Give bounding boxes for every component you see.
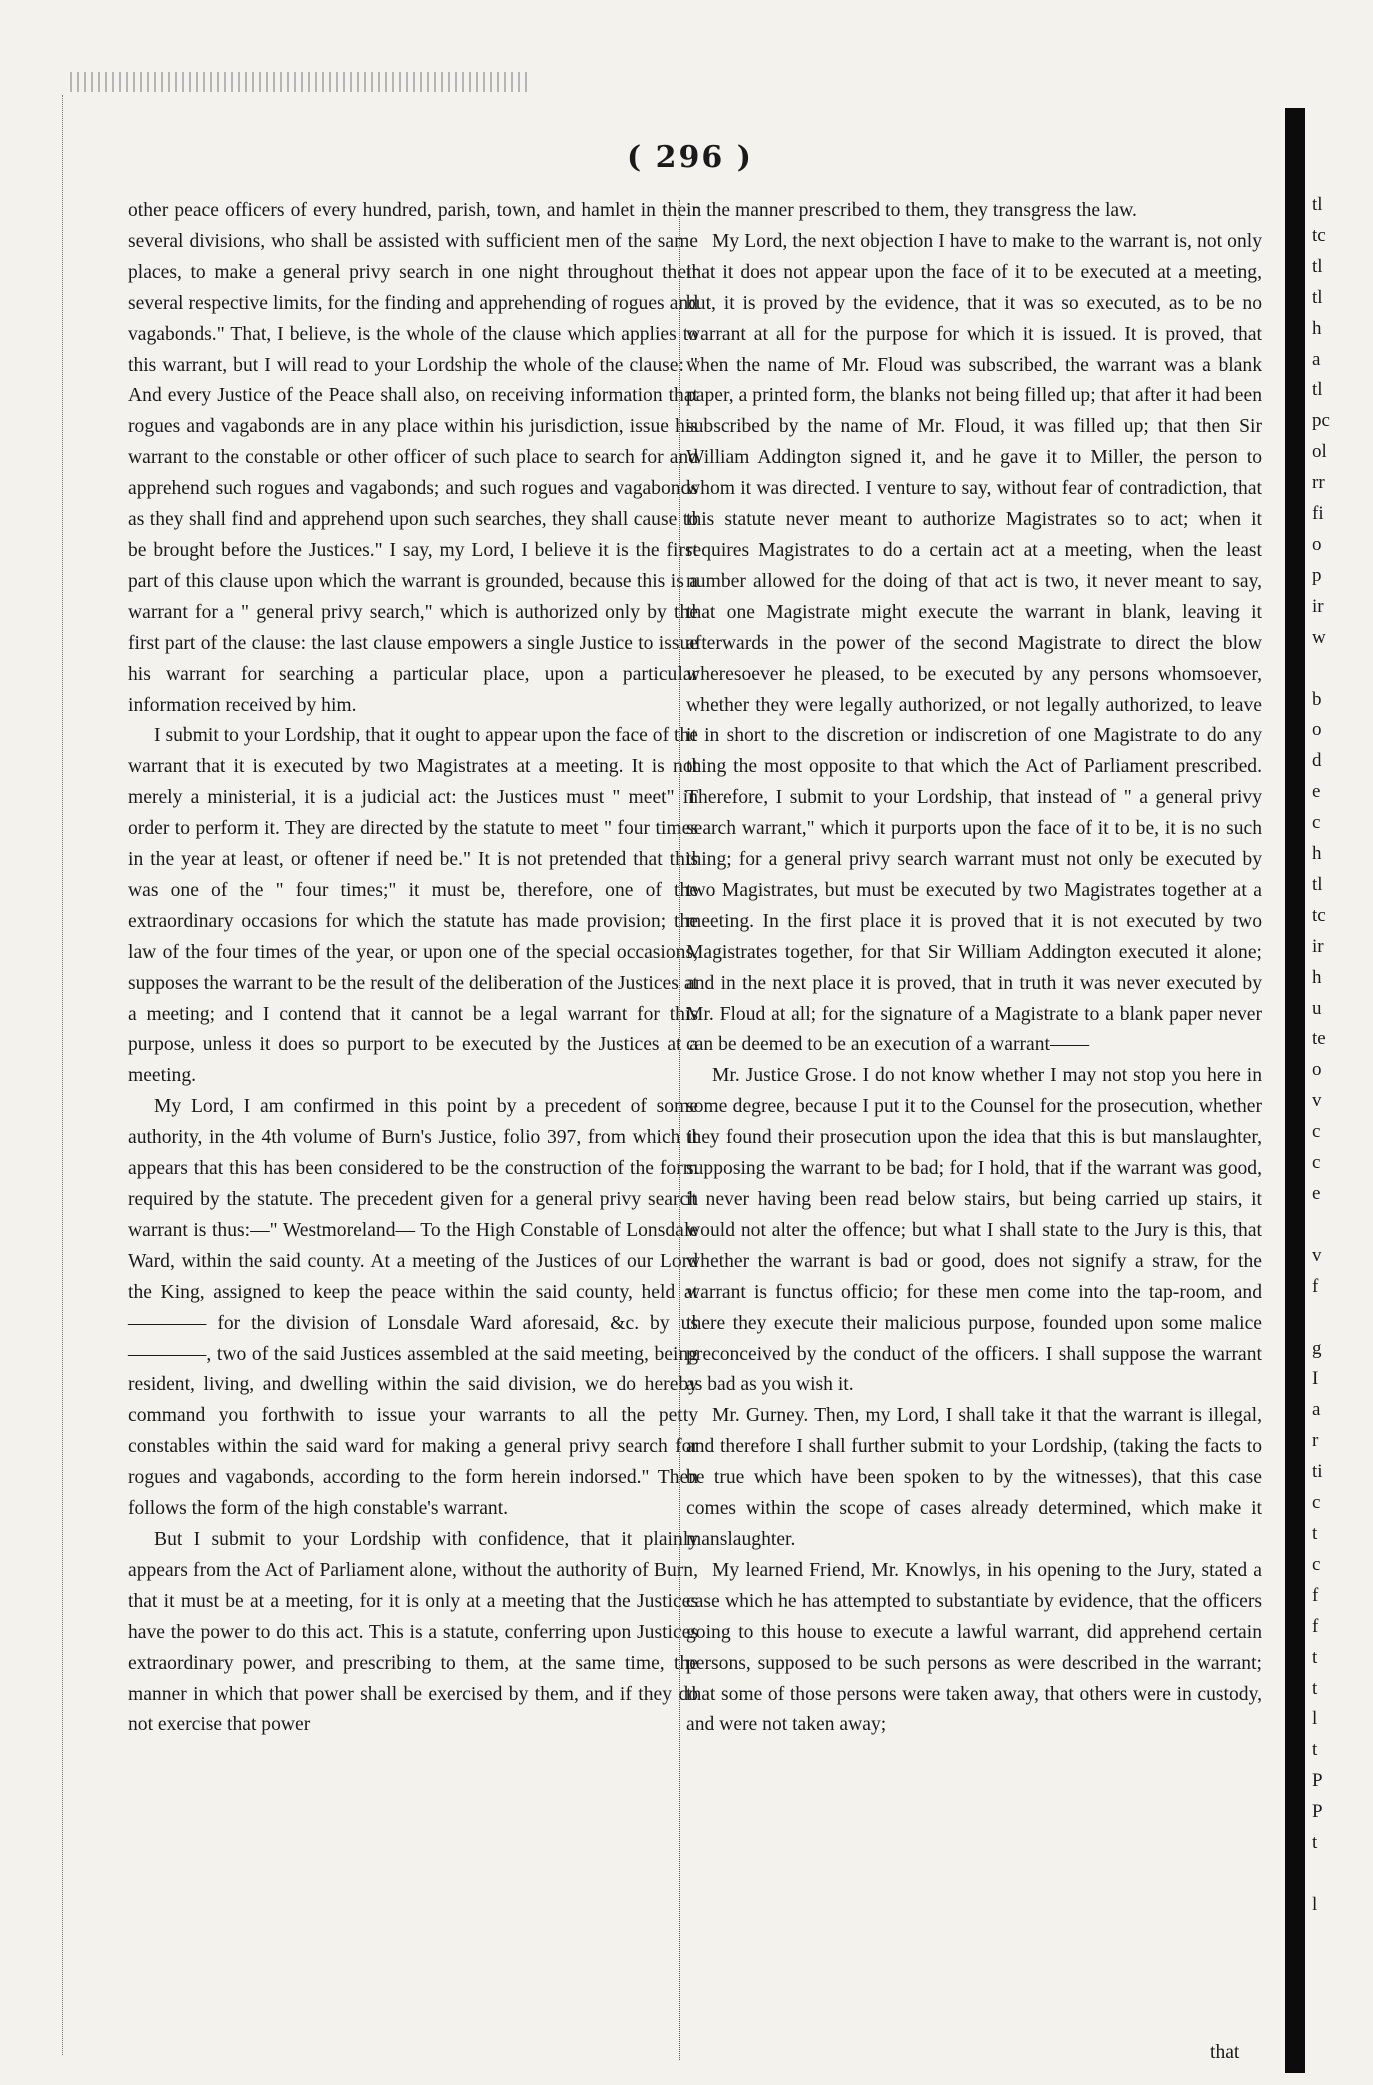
facing-page-fragment: ol bbox=[1312, 441, 1327, 463]
facing-page-fragment bbox=[1312, 654, 1362, 685]
facing-page-fragment: tl bbox=[1312, 286, 1323, 308]
facing-page-fragment: fi bbox=[1312, 503, 1324, 525]
facing-page-fragment: tl bbox=[1312, 873, 1323, 895]
facing-page-fragment: p bbox=[1312, 564, 1322, 586]
facing-page-fragment: t bbox=[1312, 1522, 1318, 1544]
book-binding-gutter bbox=[1285, 108, 1305, 2073]
facing-page-fragment: t bbox=[1312, 1677, 1318, 1699]
paragraph: in the manner prescribed to them, they transgress the law. bbox=[686, 200, 1137, 221]
facing-page-fragment: t bbox=[1312, 1739, 1318, 1761]
facing-page-fragment: P bbox=[1312, 1770, 1323, 1792]
paragraph: Mr. Gurney. Then, my Lord, I shall take it that the warrant is illegal, and therefore I shall further submit to your Lordship, (taking the facts to be true which have been spoken to by the witnesses), that this case comes within the scope of cases already determined, which make it manslaughter. bbox=[686, 1405, 1262, 1550]
facing-page-fragment: t bbox=[1312, 1832, 1318, 1854]
facing-page-fragment bbox=[1312, 1859, 1362, 1890]
facing-page-fragment: c bbox=[1312, 1121, 1321, 1143]
facing-page-fragment: c bbox=[1312, 1152, 1321, 1174]
facing-page-fragment: I bbox=[1312, 1368, 1319, 1390]
facing-page-fragment: h bbox=[1312, 317, 1322, 339]
facing-page-fragment: v bbox=[1312, 1090, 1322, 1112]
scan-artifact bbox=[70, 72, 530, 92]
facing-page-fragment: c bbox=[1312, 1553, 1321, 1575]
facing-page-fragment: g bbox=[1312, 1337, 1322, 1359]
paragraph: other peace officers of every hundred, parish, town, and hamlet in their several divisions, who shall be assisted with sufficient men of the same places, to make a general privy search in one night throughout their several respective limits, for the finding and apprehending of rogues and vagabonds." That, I believe, is the whole of the clause which applies to this warrant, but I will read to your Lordship the whole of the clause: " And every Justice of the Peace shall also, on receiving information that rogues and vagabonds are in any place within his jurisdiction, issue his warrant to the constable or other officer of such place to search for and apprehend such rogues and vagabonds; and such rogues and vagabonds as they shall find and apprehend upon such searches, they shall cause to be brought before the Justices." I say, my Lord, I believe it is the first part of this clause upon which the warrant is grounded, because this is a warrant for a " general privy search," which is authorized only by the first part of the clause: the last clause empowers a single Justice to issue his warrant for searching a particular place, upon a particular information received by him. bbox=[128, 200, 698, 716]
facing-page-fragment: te bbox=[1312, 1028, 1326, 1050]
facing-page-fragment: a bbox=[1312, 1399, 1321, 1421]
facing-page-fragment: h bbox=[1312, 966, 1322, 988]
facing-page-fragment: ti bbox=[1312, 1461, 1323, 1483]
facing-page-fragment: f bbox=[1312, 1584, 1319, 1606]
paragraph: My Lord, I am confirmed in this point by a precedent of some authority, in the 4th volume of Burn's Justice, folio 397, from which it appears that this has been considered to be the construction of the form required by the statute. The precedent given for a general privy search warrant is thus:—" Westmoreland— To the High Constable of Lonsdale Ward, within the said county. At a meeting of the Justices of our Lord the King, assigned to keep the peace within the said county, held at ———— for the division of Lonsdale Ward aforesaid, &c. by us ————, two of the said Justices assembled at the said meeting, being resident, living, and dwelling within the said division, we do hereby command you forthwith to issue your warrants to all the petty constables within the said ward for making a general privy search for rogues and vagabonds, according to the form herein indorsed." Then follows the form of the high constable's warrant. bbox=[128, 1096, 698, 1520]
column-divider bbox=[679, 200, 681, 2060]
page-edge bbox=[62, 95, 71, 2055]
paragraph: My Lord, the next objection I have to make to the warrant is, not only that it does not appear upon the face of it to be executed at a meeting, but, it is proved by the evidence, that it was so executed, as to be no warrant at all for the purpose for which it is issued. It is proved, that when the name of Mr. Floud was subscribed, the warrant was a blank paper, a printed form, the blanks not being filled up; that after it had been subscribed by the name of Mr. Floud, it was filled up; that then Sir William Addington signed it, and he gave it to Miller, the person to whom it was directed. I venture to say, without fear of contradiction, that this statute never meant to authorize Magistrates so to act; when it requires Magistrates to do a certain act at a meeting, when the least number allowed for the doing of that act is two, it never meant to say, that one Magistrate might execute the warrant in blank, leaving it afterwards in the power of the second Magistrate to direct the blow wheresoever he pleased, to be executed by any persons whomsoever, whether they were legally authorized, or not legally authorized, to leave it in short to the discretion or indiscretion of one Magistrate to do any thing the most opposite to that which the Act of Parliament prescribed. Therefore, I submit to your Lordship, that instead of " a general privy search warrant," which it purports upon the face of it to be, it is no such thing; for a general privy search warrant must not only be executed by two Magistrates, but must be executed by two Magistrates together at a meeting. In the first place it is proved that it is not executed by two Magistrates together, for that Sir William Addington executed it alone; and in the next place it is proved, that in truth it was never executed by Mr. Floud at all; for the signature of a Magistrate to a blank paper never can be deemed to be an execution of a warrant—— bbox=[686, 230, 1262, 1056]
facing-page-fragment: t bbox=[1312, 1646, 1318, 1668]
facing-page-fragment: u bbox=[1312, 997, 1322, 1019]
facing-page-fragment: f bbox=[1312, 1275, 1319, 1297]
facing-page-fragment: tl bbox=[1312, 194, 1323, 215]
facing-page-fragment: d bbox=[1312, 750, 1322, 772]
facing-page-fragment: o bbox=[1312, 533, 1322, 555]
facing-page-fragment: P bbox=[1312, 1801, 1323, 1823]
catchword: that bbox=[1210, 2042, 1240, 2063]
facing-page-fragment: e bbox=[1312, 781, 1321, 803]
facing-page-fragment: f bbox=[1312, 1615, 1319, 1637]
facing-page-fragment: w bbox=[1312, 626, 1326, 648]
facing-page-fragment: tc bbox=[1312, 224, 1326, 246]
paragraph: My learned Friend, Mr. Knowlys, in his opening to the Jury, stated a case which he has attempted to substantiate by evidence, that the officers going to this house to execute a lawful warrant, did apprehend certain persons, supposed to be such persons as were described in the warrant; that some of those persons were taken away, that others were in custody, and were not taken away; bbox=[686, 1559, 1262, 1736]
facing-page-fragment: h bbox=[1312, 843, 1322, 865]
left-column bbox=[128, 196, 698, 1741]
right-column bbox=[686, 196, 1262, 1741]
facing-page-fragment: o bbox=[1312, 1059, 1322, 1081]
facing-page-fragment: l bbox=[1312, 1708, 1318, 1730]
facing-page-fragment: o bbox=[1312, 719, 1322, 741]
facing-page-fragment: e bbox=[1312, 1183, 1321, 1204]
facing-page-fragment: rr bbox=[1312, 472, 1325, 494]
facing-page-fragment: c bbox=[1312, 1492, 1321, 1514]
facing-page-fragment: r bbox=[1312, 1430, 1319, 1452]
facing-page-fragment: pc bbox=[1312, 410, 1330, 432]
facing-page-fragment: tl bbox=[1312, 255, 1323, 277]
facing-page-fragment: c bbox=[1312, 812, 1321, 834]
facing-page-fragment: tl bbox=[1312, 379, 1323, 401]
facing-page-fragment: v bbox=[1312, 1244, 1322, 1266]
facing-page-fragment: l bbox=[1312, 1893, 1318, 1915]
paragraph: But I submit to your Lordship with confidence, that it plainly appears from the Act of Parliament alone, without the authority of Burn, that it must be at a meeting, for it is only at a meeting that the Justices have the power to do this act. This is a statute, conferring upon Justices extraordinary power, and prescribing to them, at the same time, the manner in which that power shall be exercised by them, and if they do not exercise that power bbox=[128, 1528, 698, 1736]
facing-page-fragments bbox=[1312, 190, 1362, 1921]
facing-page-fragment bbox=[1312, 1303, 1362, 1334]
facing-page-fragment: tc bbox=[1312, 904, 1326, 926]
paragraph: Mr. Justice Grose. I do not know whether I may not stop you here in some degree, because I put it to the Counsel for the prosecution, whether they found their prosecution upon the idea that this is but manslaughter, supposing the warrant to be bad; for I hold, that if the warrant was good, it never having been read below stairs, but being carried up stairs, it would not alter the offence; but what I shall state to the Jury is this, that whether the warrant is bad or good, does not signify a straw, for the warrant is functus officio; for these men come into the tap-room, and there they execute their malicious purpose, founded upon some malice preconceived by the conduct of the officers. I shall suppose the warrant as bad as you wish it. bbox=[686, 1065, 1262, 1396]
page-number: ( 296 ) bbox=[627, 140, 753, 175]
paragraph: I submit to your Lordship, that it ought to appear upon the face of the warrant that it is executed by two Magistrates at a meeting. It is not merely a ministerial, it is a judicial act: the Justices must " meet" in order to perform it. They are directed by the statute to meet " four times in the year at least, or oftener if need be." It is not pretended that this was one of the " four times;" it must be, therefore, one of the extraordinary occasions for which the statute has made provision; the law of the four times of the year, or upon one of the special occasions, supposes the warrant to be the result of the deliberation of the Justices at a meeting; and I contend that it cannot be a legal warrant for this purpose, unless it does so purport to be executed by the Justices at a meeting. bbox=[128, 725, 698, 1087]
facing-page-fragment bbox=[1312, 1210, 1362, 1241]
facing-page-fragment: a bbox=[1312, 348, 1321, 370]
facing-page-fragment: b bbox=[1312, 688, 1322, 710]
facing-page-fragment: ir bbox=[1312, 595, 1324, 617]
facing-page-fragment: ir bbox=[1312, 935, 1324, 957]
